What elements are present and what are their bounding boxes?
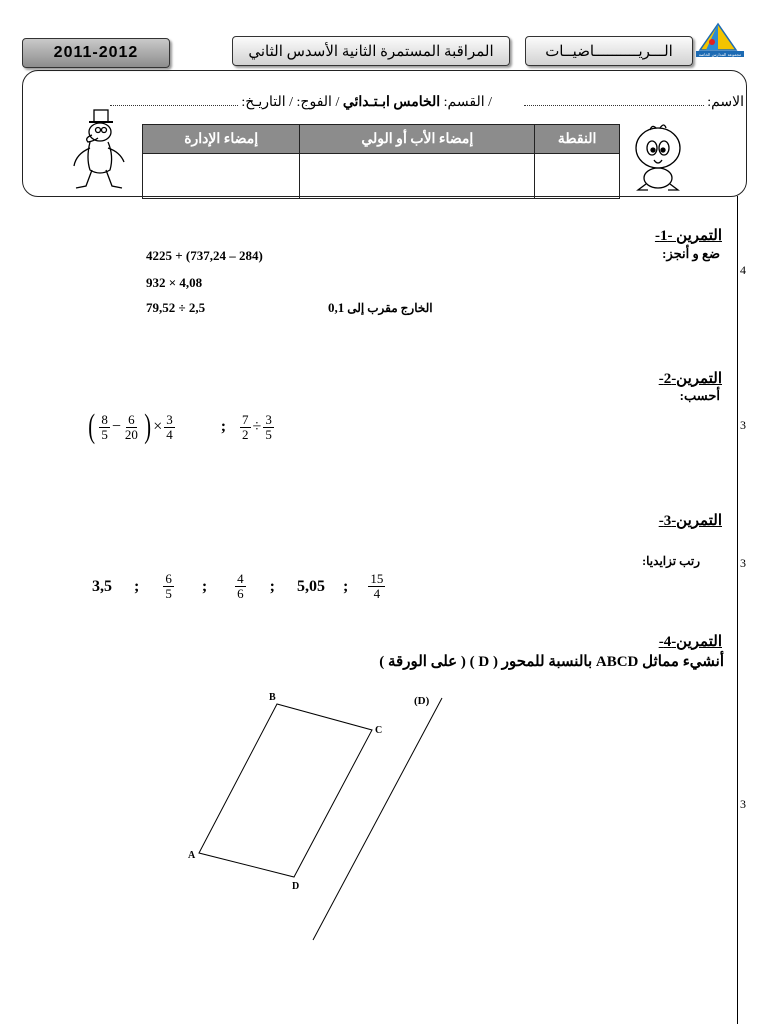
ex2-title: التمرين-2- <box>658 371 722 387</box>
label-a: A <box>188 850 196 861</box>
ex1-title: التمرين -1- <box>654 228 722 244</box>
ex3-f1-den: 5 <box>165 586 172 601</box>
ex2-close-paren: ) <box>144 408 151 445</box>
logo-text: مجموعة المدارس الخاصة <box>698 52 742 57</box>
ex2-f1-den: 5 <box>101 426 108 442</box>
date-label: / التاريـخ: <box>241 95 294 110</box>
ex4-title: التمرين-4- <box>658 634 722 650</box>
ex2-separator: ; <box>220 418 227 435</box>
ex2-f1-num: 8 <box>101 411 108 427</box>
ex3-fraction-3 <box>368 572 385 601</box>
ex4-points: 3 <box>740 797 746 811</box>
parent-signature-cell[interactable] <box>300 154 535 199</box>
exam-title-text: المراقبة المستمرة الثانية الأسدس الثاني <box>248 43 494 60</box>
ex2-f2-num: 6 <box>128 411 135 427</box>
ex3-value-2: 5,05 <box>296 577 325 595</box>
ex1-instruction: ضع و أنجز: <box>662 246 720 261</box>
ex1-points: 4 <box>740 263 746 277</box>
label-d: D <box>292 881 300 892</box>
ex2-f3-num: 3 <box>166 411 173 427</box>
name-blank[interactable] <box>524 93 704 106</box>
label-c: C <box>375 725 383 736</box>
class-label: / القسم: <box>443 95 492 110</box>
ex3-f2-den: 6 <box>237 586 244 601</box>
grade-header: النقطة <box>535 125 620 154</box>
ex3-value-1: 3,5 <box>92 577 112 595</box>
ex2-instruction: أحسب: <box>679 388 720 403</box>
ex3-f3-num: 15 <box>370 571 384 586</box>
geometry-figure <box>180 688 460 944</box>
parent-signature-header: إمضاء الأب أو الولي <box>300 125 535 154</box>
ex2-f3-den: 4 <box>166 426 173 442</box>
subject-tab <box>525 36 693 66</box>
label-axis-d: (D) <box>414 695 430 707</box>
ex2-f4-num: 7 <box>242 411 249 427</box>
name-label: الاسم: <box>707 95 744 110</box>
class-value: الخامس ابـتـدائي <box>342 95 441 110</box>
ex3-fraction-1 <box>163 572 174 601</box>
ex3-sep-1: ; <box>134 577 140 595</box>
ex3-f2-num: 4 <box>237 571 244 586</box>
ex2-fraction-2 <box>123 413 140 442</box>
ex1-note-text: الخارج مقرب إلى <box>347 301 433 315</box>
ex1-note <box>328 300 433 316</box>
school-logo <box>690 20 750 60</box>
ex2-f4-den: 2 <box>242 426 249 442</box>
ex2-divide: ÷ <box>252 418 262 435</box>
ex3-instruction: رتب تزايديا: <box>642 554 700 568</box>
duck-character-icon <box>62 108 134 194</box>
exam-title-tab <box>232 36 510 66</box>
label-b: B <box>269 692 276 703</box>
admin-signature-header: إمضاء الإدارة <box>143 125 300 154</box>
ex4-instruction: أنشيء مماثل ABCD بالنسبة للمحور ( D ) ( على الورقة ) <box>379 654 724 670</box>
ex2-f5-num: 3 <box>265 411 272 427</box>
ex2-expression <box>86 410 276 444</box>
ex3-values <box>92 572 387 601</box>
admin-signature-cell[interactable] <box>143 154 300 199</box>
ex3-fraction-2 <box>235 572 246 601</box>
ex3-points: 3 <box>740 556 746 570</box>
signature-table <box>142 124 620 199</box>
ex2-open-paren: ( <box>88 408 96 445</box>
grade-cell[interactable] <box>535 154 620 199</box>
year-tab <box>22 38 170 68</box>
ex2-fraction-1 <box>99 413 110 442</box>
ex1-line1: 4225 + (737,24 – 284) <box>146 248 263 263</box>
date-blank[interactable] <box>110 93 238 106</box>
group-label: / الفوج: <box>296 95 340 110</box>
ex2-f5-den: 5 <box>265 426 272 442</box>
ex2-fraction-5 <box>263 413 274 442</box>
margin-line <box>737 196 738 1024</box>
ex2-points: 3 <box>740 418 746 432</box>
ex2-times: × <box>153 418 163 435</box>
ex3-title: التمرين-3- <box>658 513 722 529</box>
ex3-f1-num: 6 <box>165 571 172 586</box>
name-field[interactable] <box>524 93 744 111</box>
ex2-minus: − <box>111 418 121 435</box>
ex1-line2: 932 × 4,08 <box>146 275 203 290</box>
ex3-sep-3: ; <box>269 577 275 595</box>
ex1-line3: 79,52 ÷ 2,5 <box>146 300 206 315</box>
ex1-note-value: 0,1 <box>328 300 345 315</box>
bird-character-icon <box>620 122 696 194</box>
ex3-sep-4: ; <box>342 577 349 595</box>
subject-text: الـــريــــــــــاضيــات <box>545 43 673 60</box>
ex2-fraction-4 <box>240 413 251 442</box>
ex3-sep-2: ; <box>201 577 208 595</box>
class-field[interactable] <box>110 93 492 111</box>
ex2-f2-den: 20 <box>124 426 138 442</box>
parallelogram-abcd <box>199 704 372 877</box>
ex3-f3-den: 4 <box>373 586 381 601</box>
ex2-fraction-3 <box>164 413 175 442</box>
year-text: 2011-2012 <box>53 44 139 61</box>
